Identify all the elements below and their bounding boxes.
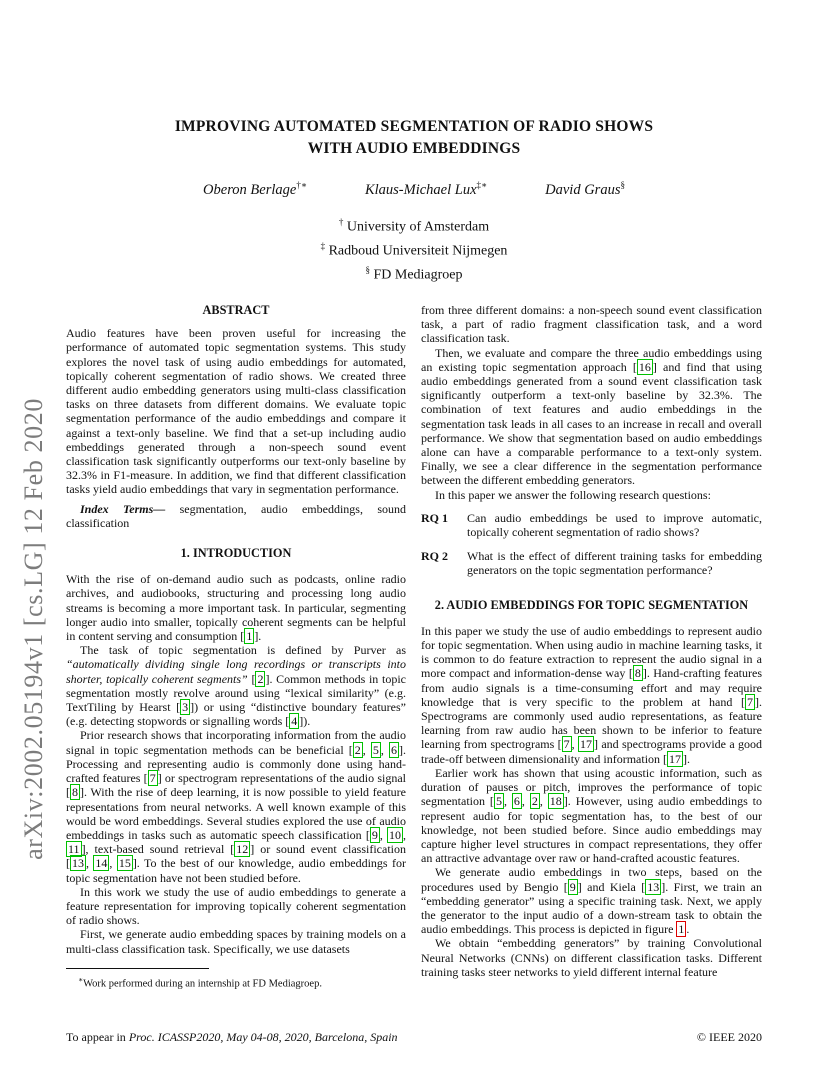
footnote-marker: ∗ [78,974,84,984]
citation-link[interactable]: 15 [118,856,131,871]
citation-link[interactable]: 6 [391,742,397,757]
text-run: ]. Common methods in topic segmentation mostly revolve around using “lexical similarity” (e.g. TextTiling by Hearst [ [66,671,407,715]
author-3-superscript: § [620,180,625,190]
text-run: , [379,827,387,842]
text-run: The task of topic segmentation is defined by Purver as [80,643,406,658]
citation-link[interactable]: 16 [638,359,651,374]
text-run: We generate audio embeddings in two steps, based on the procedures used by Bengio [ [421,865,762,894]
citation-link[interactable]: 13 [72,856,84,871]
footer-venue-proceedings: Proc. ICASSP2020, May 04-08, 2020, Barcelona, Spain [128,1030,398,1044]
citation-link[interactable]: 13 [647,879,660,894]
citation-link[interactable]: 5 [372,742,379,757]
text-run: , [521,794,530,809]
citation-link[interactable]: 5 [495,794,502,809]
research-question-2-label: RQ 2 [421,549,448,564]
paragraph [66,885,406,928]
citation-link[interactable]: 12 [236,842,249,857]
author-2 [365,180,487,199]
affiliation-1-marker: † [338,216,344,227]
affiliation-3-marker: § [365,264,370,275]
author-3-name: David Graus [545,181,621,198]
footnote-text [66,973,406,992]
text-run: Prior research shows that incorporating information from the audio signal in topic segmentation methods can be beneficial [ [66,728,406,757]
citation-link[interactable]: 8 [634,666,641,681]
text-run: ] and find that using audio embeddings generated from a sound event classification task significantly outperform a text-only baseline by 32.3%. The combination of text features and audio embeddings in the segmentation task leads in all cases to an increase in recall and overall performance. We show that segmentation based on audio embeddings alone can have a comparable performance to a text-only system. Finally, we see a clear difference in the segmentation performance between the different embedding generators. [421,359,762,488]
text-run: , [503,794,512,809]
text-run: ]). [299,714,311,729]
paragraph [421,346,762,488]
citation-link[interactable]: 7 [747,694,753,709]
paragraph [421,766,762,865]
author-1-name: Oberon Berlage [203,181,297,198]
text-run: ]. With the rise of deep learning, it is now possible to yield feature representations from neural networks. A well known example of this would be word embeddings. Several studies explored the use of audio embeddings in tasks such as automatic speech classification [ [66,785,406,842]
citation-link[interactable]: 18 [549,794,562,809]
abstract-heading: ABSTRACT [202,303,270,317]
text-run: ] and Kiela [ [577,879,646,894]
citation-link[interactable]: 14 [95,856,108,871]
affiliation-3-text: FD Mediagroep [373,267,463,283]
text-run: , [362,742,371,757]
italic-quote: “automatically dividing single long recordings or transcripts into shorter, topically coherent segments” [66,657,406,686]
section-2-heading: 2. AUDIO EMBEDDINGS FOR TOPIC SEGMENTATION [434,597,749,612]
paper-title [0,116,828,160]
citation-link[interactable]: 17 [669,751,682,766]
text-run: , [403,827,406,842]
text-run: First, we generate audio embedding spaces by training models on a multi-class classification task. Specifically, we use datasets [66,927,406,956]
section-1-heading: 1. INTRODUCTION [180,546,292,561]
text-run: , [86,856,94,871]
research-question-2 [421,549,762,577]
citation-link[interactable]: 2 [531,794,538,809]
affiliation-2-text: Radboud Universiteit Nijmegen [328,243,508,259]
paragraph [421,936,762,979]
text-run: , [539,794,548,809]
text-run: Earlier work has shown that using acoustic information, such as duration of pauses or pitch, improves the performance of topic segmentation [ [421,765,762,809]
paper-title-line1: IMPROVING AUTOMATED SEGMENTATION OF RADIO SHOWS [174,118,654,135]
text-run: ]. First, we train an “embedding generator” using a specific training task. Next, we apply the generator to the input audio of a down-stream task to obtain the audio embeddings. This process is depicted in figure [421,879,762,937]
footer-venue [66,1030,398,1045]
left-column [66,303,406,991]
text-run: ]. However, using audio embeddings to represent audio for topic segmentation has, to the best of our knowledge, not been studied before. Since audio embeddings may capture higher level structures in compact representations, they offer an attractive advantage over raw or hand-crafted acoustic features. [421,794,763,866]
text-run: In this paper we answer the following research questions: [435,487,711,502]
citation-link[interactable]: 4 [291,714,298,729]
footer-venue-prefix: To appear in [66,1030,129,1044]
text-run: ]. Hand-crafting features from audio signals is a time-consuming effort and may require knowledge that is very specific to the problem at hand [ [421,666,762,709]
text-run: ]. Processing and representing audio is commonly done using hand-crafted features [ [66,742,406,786]
author-2-superscript: ‡∗ [476,180,488,190]
citation-link[interactable]: 9 [569,879,576,894]
research-question-1-text: Can audio embeddings be used to improve automatic, topically coherent segmentation of radio shows? [467,510,762,540]
author-2-name: Klaus-Michael Lux [364,181,477,198]
arxiv-watermark: arXiv:2002.05194v1 [cs.LG] 12 Feb 2020 [19,398,48,860]
citation-link[interactable]: 6 [513,794,520,809]
text-run: . [686,922,690,937]
index-terms-text: segmentation, audio embeddings, sound classification [66,501,406,530]
text-run: from three different domains: a non-speech sound event classification task, a part of radio fragment classification task, and a word classification task. [421,303,762,346]
citation-link[interactable]: 7 [149,771,156,786]
affiliation-line-1 [0,215,828,239]
text-run: , [109,856,117,871]
citation-link[interactable]: 1 [246,629,253,644]
abstract-body: Audio features have been proven useful for increasing the performance of automated topic segmentation systems. This study explores the novel task of using audio embeddings for automated, topically coherent segmentation of radio shows. We created three different audio embedding generators using multi-class classification tasks on three datasets from different domains. We evaluate topic segmentation performance of the audio embeddings and compare it against a text-only baseline. We find that a set-up including audio embeddings generated through a non-speech sound event classification task significantly outperforms our text-only baseline by 32.3% in F1-measure. In addition, we find that different classification tasks yield audio embeddings that vary in segmentation performance. [66,326,406,497]
text-run: , [571,737,578,752]
figure-ref-link[interactable]: 1 [678,922,685,937]
text-run: ]. Spectrograms are commonly used audio representations, as feature learning from raw audio has been shown to be inferior to feature learning from spectrograms [ [421,694,762,752]
author-1-superscript: †∗ [296,180,307,190]
text-run: , [380,742,389,757]
citation-link[interactable]: 17 [580,737,592,752]
research-question-1 [421,511,762,539]
text-run: We obtain “embedding generators” by training Convolutional Neural Networks (CNNs) on different classification tasks. Different training tasks steer networks to yield different internal feature [421,936,762,979]
paragraph [421,865,762,936]
citation-link[interactable]: 11 [68,842,80,857]
paper-header [0,116,828,287]
text-run: In this paper we study the use of audio embeddings to represent audio for topic segmentation. When using audio in machine learning tasks, it is common to do feature extraction to represent the audio signal in a more compact and information-dense way [ [421,623,762,681]
citation-link[interactable]: 8 [72,785,78,800]
text-run: Then, we evaluate and compare the three audio embeddings using an existing topic segmentation approach [ [421,345,762,374]
paragraph [421,624,762,766]
footer-copyright: © IEEE 2020 [696,1030,762,1044]
affiliations [0,215,828,287]
text-run: ]. To the best of our knowledge, audio embeddings for topic segmentation have not been studied before. [66,856,406,885]
paragraph [421,488,762,502]
paragraph [66,728,406,884]
footnote-rule [66,968,209,969]
author-1 [203,180,307,199]
paper-title-line2: WITH AUDIO EMBEDDINGS [307,140,521,157]
affiliation-1-text: University of Amsterdam [346,219,490,235]
author-3 [545,180,625,199]
text-run: ] or spectrogram representations of the audio signal [ [66,771,407,800]
text-run: [ [247,671,256,686]
affiliation-line-3 [0,263,828,287]
affiliation-2-marker: ‡ [320,240,326,251]
footnote [66,968,406,992]
text-run: With the rise of on-demand audio such as podcasts, online radio archives, and audiobooks, structuring and processing long audio streams is becoming a more important task. In particular, segmenting longer audio into smaller, topically coherent segments can be helpful in content serving and consumption [ [66,572,406,644]
paragraph [66,927,406,955]
authors-row [0,180,828,199]
paragraph [421,303,762,346]
citation-link[interactable]: 9 [371,827,378,842]
citation-link[interactable]: 10 [389,827,401,842]
citation-link[interactable]: 3 [182,700,189,715]
citation-link[interactable]: 7 [563,737,570,752]
text-run: ] and spectrograms provide a good trade-off between dimensionality and information [ [421,737,762,766]
text-run: ]. [683,751,691,766]
index-terms-label: Index Terms— [80,501,166,516]
text-run: ], text-based sound retrieval [ [81,842,235,857]
text-run: In this work we study the use of audio embeddings to generate a feature representation for improving topically coherent segmentation of radio shows. [66,884,406,928]
right-column [421,303,762,979]
citation-link[interactable]: 2 [257,671,264,686]
affiliation-line-2 [0,239,828,263]
paragraph [66,572,406,643]
research-question-2-text: What is the effect of different training tasks for embedding generators on the topic segmentation performance? [467,549,762,578]
text-run: ]. [254,629,262,644]
research-question-1-label: RQ 1 [421,510,448,525]
text-run: ] or sound event classification [ [66,842,406,871]
index-terms [66,502,406,530]
footnote-body: Work performed during an internship at FD Mediagroep. [83,978,322,990]
citation-link[interactable]: 2 [354,742,361,757]
text-run: ]) or using “distinctive boundary features” (e.g. detecting stopwords or signalling words [ [66,700,406,729]
paragraph [66,643,406,728]
